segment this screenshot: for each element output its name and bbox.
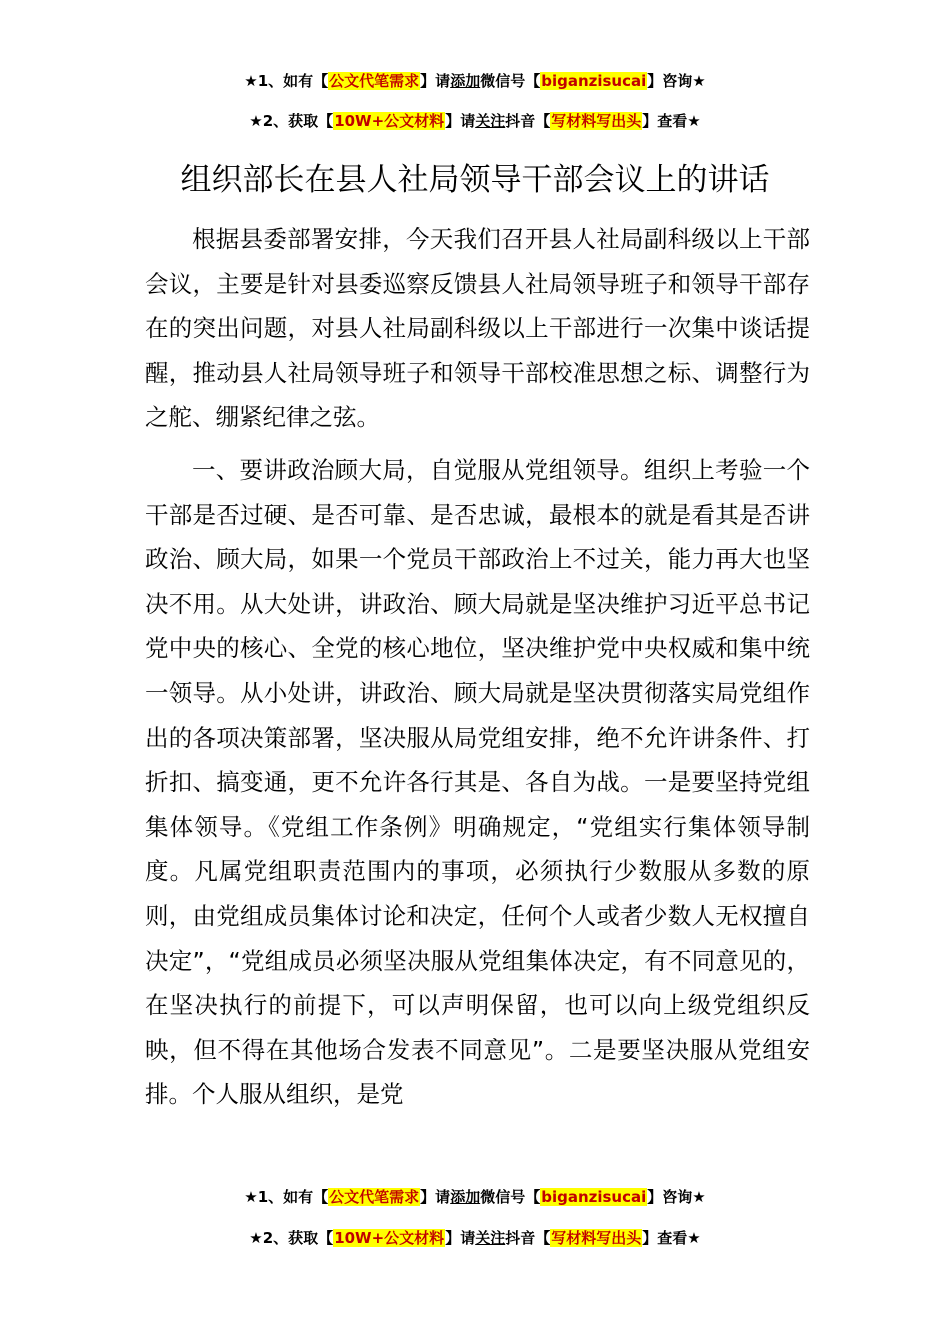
banner-text: 抖音【	[505, 112, 551, 130]
footer-banner-line-1	[0, 1186, 950, 1208]
highlight-douyin-account: 写材料写出头	[551, 1229, 642, 1247]
highlight-materials: 10W+公文材料	[334, 112, 445, 130]
highlight-wechat-id: biganzisucai	[541, 1188, 647, 1206]
header-banner-line-1	[0, 70, 950, 92]
highlight-materials: 10W+公文材料	[334, 1229, 445, 1247]
underline-add: 添加	[450, 72, 481, 90]
highlight-wechat-id: biganzisucai	[541, 72, 647, 90]
banner-text: 抖音【	[505, 1229, 551, 1247]
banner-text: 】请	[420, 1188, 451, 1206]
banner-text: 微信号【	[480, 72, 541, 90]
banner-text: ★1、如有【	[244, 1188, 329, 1206]
banner-text: 】请	[420, 72, 451, 90]
banner-text: 微信号【	[480, 1188, 541, 1206]
highlight-service: 公文代笔需求	[329, 72, 420, 90]
banner-text: ★1、如有【	[244, 72, 329, 90]
document-title: 组织部长在县人社局领导干部会议上的讲话	[180, 162, 770, 198]
header-banner-line-2	[0, 110, 950, 132]
banner-text: 】请	[445, 112, 476, 130]
body-paragraph-2: 一、要讲政治顾大局，自觉服从党组领导。组织上考验一个干部是否过硬、是否可靠、是否忠诚，最根本的就是看其是否讲政治、顾大局，如果一个党员干部政治上不过关，能力再大也坚决不用。从大处讲，讲政治、顾大局就是坚决维护习近平总书记党中央的核心、全党的核心地位，坚决维护党中央权威和集中统一领导。从小处讲，讲政治、顾大局就是坚决贯彻落实局党组作出的各项决策部署，坚决服从局党组安排，绝不允许讲条件、打折扣、搞变通，更不允许各行其是、各自为战。一是要坚持党组集体领导。《党组工作条例》明确规定，“党组实行集体领导制度。凡属党组职责范围内的事项，必须执行少数服从多数的原则，由党组成员集体讨论和决定，任何个人或者少数人无权擅自决定”，“党组成员必须坚决服从党组集体决定，有不同意见的，在坚决执行的前提下，可以声明保留，也可以向上级党组织反映，但不得在其他场合发表不同意见”。二是要坚决服从党组安排。个人服从组织，是党	[145, 456, 810, 1109]
banner-text: 】咨询★	[647, 72, 706, 90]
underline-add: 添加	[450, 1188, 481, 1206]
banner-text: ★2、获取【	[249, 1229, 334, 1247]
banner-text: ★2、获取【	[249, 112, 334, 130]
body-paragraph-1: 根据县委部署安排，今天我们召开县人社局副科级以上干部会议，主要是针对县委巡察反馈县人社局领导班子和领导干部存在的突出问题，对县人社局副科级以上干部进行一次集中谈话提醒，推动县人社局领导班子和领导干部校准思想之标、调整行为之舵、绷紧纪律之弦。	[145, 225, 810, 432]
banner-text: 】查看★	[642, 112, 701, 130]
banner-text: 】咨询★	[647, 1188, 706, 1206]
underline-follow: 关注	[475, 112, 506, 130]
footer-banner-line-2	[0, 1227, 950, 1249]
highlight-service: 公文代笔需求	[329, 1188, 420, 1206]
highlight-douyin-account: 写材料写出头	[551, 112, 642, 130]
banner-text: 】请	[445, 1229, 476, 1247]
underline-follow: 关注	[475, 1229, 506, 1247]
banner-text: 】查看★	[642, 1229, 701, 1247]
